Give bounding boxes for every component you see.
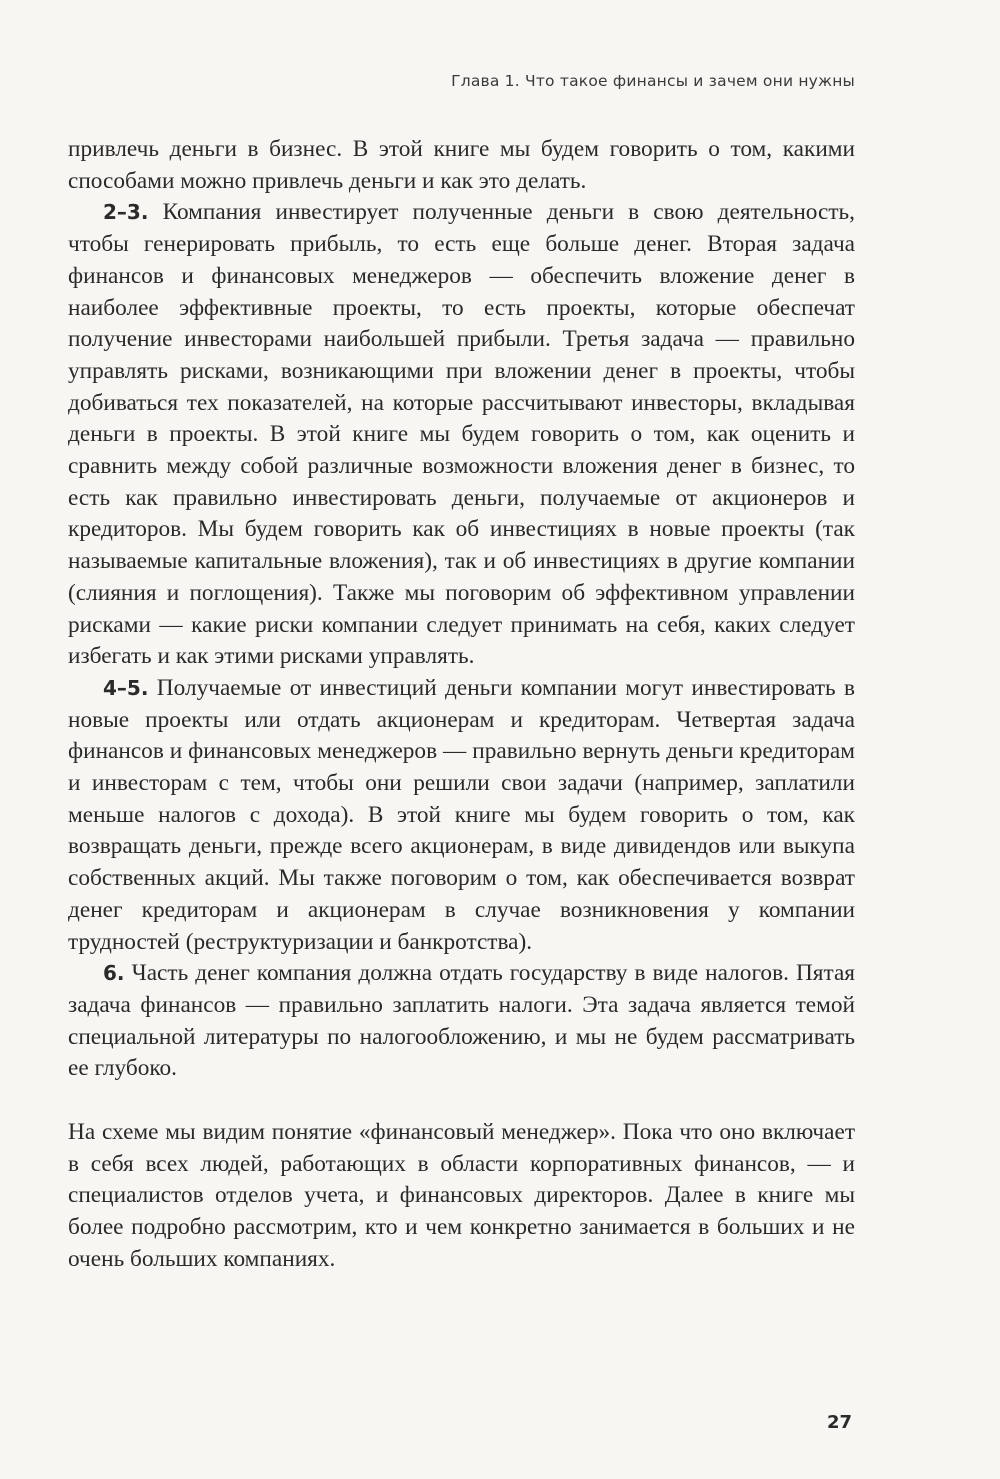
item-text: Получаемые от инвестиций деньги компании могут инвестировать в новые проекты или отдать акционерам и кредиторам. Четвертая задача финансов и финансовых менеджеров — правильно вернуть деньги кредиторам и инвесторам с тем, чтобы они решили свои задачи (например, заплатили меньше налогов с дохода). В этой книге мы будем говорить о том, как возвращать деньги, прежде всего акционерам, в виде дивидендов или выкупа собственных акций. Мы также поговорим о том, как обеспечивается возврат денег кредиторам и акционерам в случае возникновения у компании трудностей (реструктуризации и банкротства). bbox=[68, 674, 855, 955]
intro-paragraph: привлечь деньги в бизнес. В этой книге мы будем говорить о том, какими способами можно привлечь деньги и как это делать. bbox=[68, 136, 855, 194]
item-number: 6. bbox=[103, 961, 125, 986]
running-header: Глава 1. Что такое финансы и зачем они нужны bbox=[451, 72, 855, 90]
closing-paragraph: На схеме мы видим понятие «финансовый менеджер». Пока что оно включает в себя всех людей, работающих в области корпоративных финансов, — и специалистов отделов учета, и финансовых директоров. Далее в книге мы более подробно рассмотрим, кто и чем конкретно занимается в больших и не очень больших компаниях. bbox=[68, 1119, 855, 1272]
page-number: 27 bbox=[826, 1412, 852, 1433]
closing-text bbox=[68, 1117, 855, 1276]
item-text: Компания инвестирует полученные деньги в свою деятельность, чтобы генерировать прибыль, то есть еще больше денег. Вторая задача финансов и финансовых менеджеров — обеспечить вложение денег в наиболее эффективные проекты, то есть проекты, которые обеспечат получение инвесторами наибольшей прибыли. Третья задача — правильно управлять рисками, возникающими при вложении денег в проекты, чтобы добиваться тех показателей, на которые рассчитывают инвесторы, вкладывая деньги в проекты. В этой книге мы будем говорить о том, как оценить и сравнить между собой различные возможности вложения денег в бизнес, то есть как правильно инвестировать деньги, получаемые от акционеров и кредиторов. Мы будем говорить как об инвестициях в новые проекты (так называемые капитальные вложения), так и об инвестициях в другие компании (слияния и поглощения). Также мы поговорим об эффективном управлении рисками — какие риски компании следует принимать на себя, каких следует избегать и как этими рисками управлять. bbox=[68, 199, 855, 670]
item-number: 4–5. bbox=[103, 675, 149, 700]
paragraph-item-4-5 bbox=[68, 673, 855, 958]
paragraph-item-6 bbox=[68, 958, 855, 1085]
paragraph-item-2-3 bbox=[68, 197, 855, 673]
item-number: 2–3. bbox=[103, 200, 149, 225]
main-text bbox=[68, 134, 855, 1085]
item-text: Часть денег компания должна отдать государству в виде налогов. Пятая задача финансов — правильно заплатить налоги. Эта задача является темой специальной литературы по налогообложению, и мы не будем рассматривать ее глубоко. bbox=[68, 960, 856, 1082]
